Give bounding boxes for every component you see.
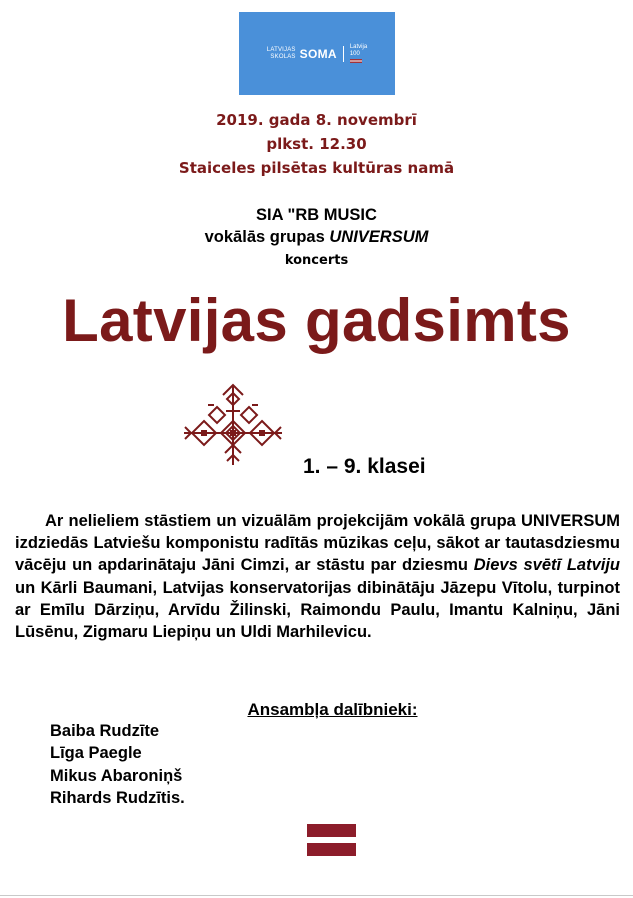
ensemble-member: Rihards Rudzītis.	[50, 788, 185, 807]
description-part-1: Ar nelieliem stāstiem un vizuālām projekcijām vokālā grupa UNIVERSUM izdziedās Latviešu komponistu radītās mūzikas ceļu, sākot ar tautasdziesmu vācēju un apdarinātaju Jāni Cimzi, ar stāstu par dziesmu	[15, 512, 620, 575]
ensemble-member: Baiba Rudzīte	[50, 722, 160, 740]
organizer-company: SIA "RB MUSIC	[256, 206, 377, 224]
organizer-group	[0, 228, 633, 247]
logo-right-2: 100	[349, 51, 360, 57]
event-date: 2019. gada 8. novembrī	[216, 111, 417, 129]
ensemble-member-list	[50, 720, 185, 809]
concert-description	[15, 510, 620, 643]
flag-top-band	[307, 824, 356, 837]
logo-line-2: SKOLAS	[270, 53, 296, 60]
group-prefix: vokālās grupas	[204, 228, 330, 246]
group-name: UNIVERSUM	[329, 228, 429, 246]
logo-flag-icon	[350, 59, 362, 63]
logo-brand: SOMA	[299, 46, 337, 61]
ensemble-member: Mikus Abaroniņš	[50, 766, 183, 785]
concert-title: Latvijas gadsimts	[62, 287, 571, 354]
logo-right-1: Latvija	[349, 44, 368, 50]
description-part-2: un Kārli Baumani, Latvijas konservatorijas dibinātāju Jāzepu Vītolu, turpinot ar Emīlu Dārziņu, Arvīdu Žilinski, Raimondu Paulu, Imantu Kalniņu, Jāni Lūsēnu, Zigmaru Liepiņu un Uldi Marhilevicu.	[15, 578, 620, 642]
latvian-sun-tree-ornament-icon	[182, 383, 284, 473]
ensemble-heading: Ansambļa dalībnieki:	[247, 700, 418, 719]
logo-left-text	[267, 47, 296, 61]
ensemble-member: Līga Paegle	[50, 744, 142, 763]
latvian-flag-icon	[307, 824, 356, 856]
grade-range: 1. – 9. klasei	[303, 455, 426, 478]
song-title: Dievs svētī Latviju	[473, 556, 620, 575]
event-venue: Staiceles pilsētas kultūras namā	[178, 159, 455, 177]
logo-divider	[343, 46, 344, 62]
logo-right-text	[350, 44, 367, 63]
event-time: plkst. 12.30	[266, 135, 367, 153]
flag-bottom-band	[307, 843, 356, 856]
logo-line-1: LATVIJAS	[266, 46, 296, 53]
organizer-type: koncerts	[284, 253, 349, 268]
latvijas-skolas-soma-logo	[239, 12, 395, 95]
page-bottom-divider	[0, 895, 633, 896]
